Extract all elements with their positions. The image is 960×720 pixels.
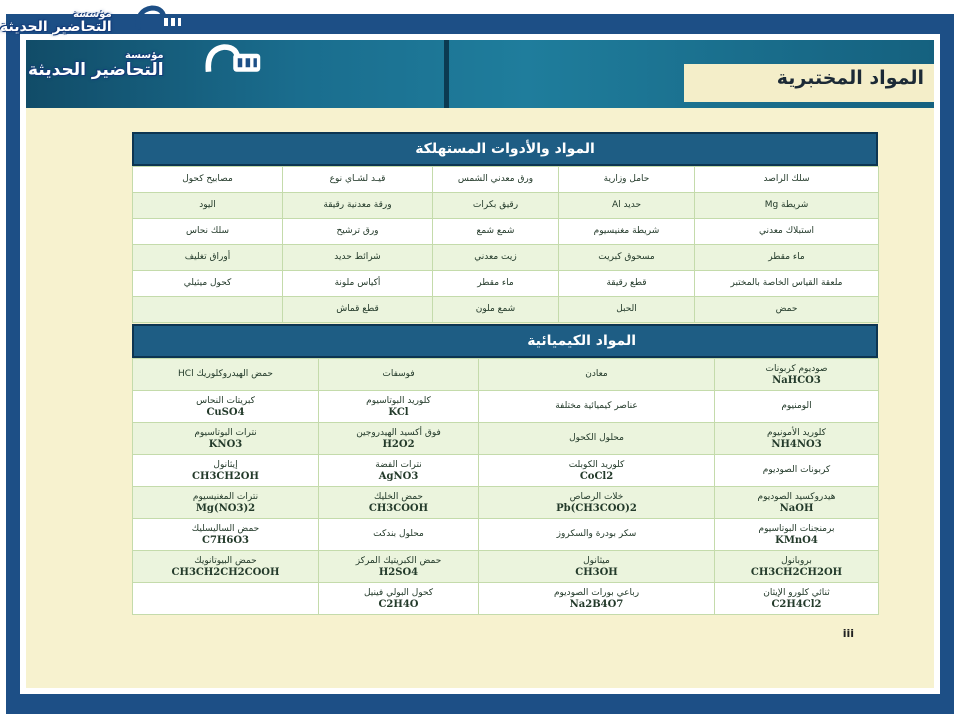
chemicals-cell	[715, 551, 879, 583]
chemical-name: كلوريد البوتاسيوم	[366, 395, 431, 406]
consumables-cell: مسحوق كبريت	[559, 245, 695, 271]
chemicals-cell	[479, 391, 715, 423]
consumables-cell: حامل وزارية	[559, 167, 695, 193]
chemicals-table	[132, 358, 879, 615]
chemical-formula: NaOH	[779, 502, 814, 514]
chemicals-row	[133, 455, 879, 487]
chemical-name: كربونات الصوديوم	[762, 465, 831, 475]
chemical-formula: H2O2	[382, 438, 415, 450]
chemical-name: معادن	[585, 369, 608, 379]
consumables-header: المواد والأدوات المستهلكة	[132, 132, 878, 166]
chemical-name: الومنيوم	[781, 401, 812, 411]
chemicals-cell	[479, 519, 715, 551]
chemicals-cell	[715, 519, 879, 551]
consumables-cell: سلك الراصد	[695, 167, 879, 193]
chemical-formula: NaHCO3	[772, 374, 821, 386]
chemical-name: نترات المغنيسيوم	[192, 491, 259, 502]
page-title: المواد المختبرية	[776, 67, 924, 89]
consumables-cell: ملعقة القياس الخاصة بالمختبر	[695, 271, 879, 297]
chemicals-cell	[133, 391, 319, 423]
chemical-formula: C2H4O	[378, 598, 419, 610]
chemicals-cell	[715, 423, 879, 455]
consumables-cell: ماء مقطر	[433, 271, 559, 297]
chemicals-cell	[479, 423, 715, 455]
consumables-cell: استبلاك معدني	[695, 219, 879, 245]
chemicals-row	[133, 391, 879, 423]
book-page	[26, 40, 934, 688]
chemicals-row	[133, 487, 879, 519]
chemicals-cell	[715, 487, 879, 519]
chemical-name: محلول الكحول	[569, 433, 624, 443]
outer-frame	[6, 14, 954, 714]
consumables-cell: شمع ملون	[433, 297, 559, 323]
consumables-cell: قطع قماش	[283, 297, 433, 323]
chemical-formula: Na2B4O7	[569, 598, 624, 610]
logo-prefix: مؤسسة	[125, 50, 164, 62]
chemicals-cell	[319, 487, 479, 519]
chemicals-cell	[133, 519, 319, 551]
chemical-formula: CH3CH2CH2COOH	[171, 566, 280, 578]
chemical-formula: CoCl2	[579, 470, 614, 482]
chemicals-cell	[133, 359, 319, 391]
chemical-name: نترات الفضة	[375, 459, 422, 470]
consumables-cell: سلك نحاس	[133, 219, 283, 245]
consumables-cell: ورق ترشيح	[283, 219, 433, 245]
chemicals-cell	[319, 423, 479, 455]
consumables-cell: اليود	[133, 193, 283, 219]
consumables-section	[132, 132, 878, 323]
chemical-name: كحول البولي فينيل	[363, 587, 434, 598]
consumables-row	[133, 193, 879, 219]
chemical-name: حمض الساليسليك	[191, 523, 260, 534]
chemicals-cell	[133, 551, 319, 583]
chemical-name: إيثانول	[213, 459, 238, 470]
logo-name: التحاضير الحديثة	[28, 60, 164, 81]
chemical-name: حمض البيوتانويك	[194, 555, 257, 566]
chemicals-row	[133, 551, 879, 583]
chemicals-cell	[319, 551, 479, 583]
page-number: iii	[842, 627, 854, 640]
consumables-cell: ورقة معدنية رقيقة	[283, 193, 433, 219]
consumables-cell: أوراق تغليف	[133, 245, 283, 271]
banner-divider	[444, 40, 449, 108]
chemicals-cell	[479, 583, 715, 615]
logo-tools-icon	[198, 38, 264, 92]
chemical-name: كلوريد الكوبلت	[568, 459, 625, 470]
banner-title-box	[684, 64, 934, 102]
consumables-cell: حديد Al	[559, 193, 695, 219]
chemical-formula: AgNO3	[378, 470, 419, 482]
chemicals-row	[133, 583, 879, 615]
consumables-row	[133, 245, 879, 271]
consumables-cell: أكياس ملونة	[283, 271, 433, 297]
consumables-cell	[133, 297, 283, 323]
chemical-formula: KNO3	[208, 438, 243, 450]
consumables-row	[133, 271, 879, 297]
logo-tools-icon	[130, 0, 186, 48]
chemicals-cell	[715, 583, 879, 615]
chemical-formula: CH3CH2CH2OH	[750, 566, 843, 578]
chemicals-cell	[133, 455, 319, 487]
chemicals-cell	[479, 487, 715, 519]
consumables-cell: شمع شمع	[433, 219, 559, 245]
chemical-name: صوديوم كربونات	[765, 363, 828, 374]
consumables-cell: ماء مقطر	[695, 245, 879, 271]
chemical-name: فوق أكسيد الهيدروجين	[356, 427, 441, 438]
consumables-cell: الحبل	[559, 297, 695, 323]
chemical-formula: CH3CH2OH	[192, 470, 259, 482]
chemical-formula: NH4NO3	[771, 438, 822, 450]
chemical-name: ثنائي كلورو الإيثان	[763, 587, 830, 598]
chemicals-cell	[319, 391, 479, 423]
consumables-table	[132, 166, 879, 323]
chemical-name: فوسفات	[382, 369, 415, 379]
chemical-name: عناصر كيميائية مختلفة	[555, 401, 638, 411]
logo-prefix: مؤسسة	[73, 8, 112, 20]
consumables-cell: ورق معدني الشمس	[433, 167, 559, 193]
chemical-name: حمض الهيدروكلوريك HCl	[178, 369, 273, 379]
chemicals-header: المواد الكيميائية	[132, 324, 878, 358]
chemicals-cell	[479, 551, 715, 583]
chemicals-row	[133, 423, 879, 455]
consumables-row	[133, 297, 879, 323]
chemical-name: خلات الرصاص	[569, 491, 624, 502]
chemical-name: محلول بندكت	[373, 529, 424, 539]
chemicals-cell	[319, 455, 479, 487]
consumables-cell: قيـد لشـاي نوع	[283, 167, 433, 193]
chemical-name: حمض الكبريتيك المركز	[355, 555, 442, 566]
consumables-cell: رقيق بكرات	[433, 193, 559, 219]
chemical-name: ميثانول	[583, 555, 610, 566]
chemical-name: رباعي بورات الصوديوم	[553, 587, 640, 598]
consumables-cell: زيت معدني	[433, 245, 559, 271]
inner-frame	[20, 34, 940, 694]
chemicals-row	[133, 359, 879, 391]
consumables-cell: مصابيح كحول	[133, 167, 283, 193]
chemicals-cell	[319, 583, 479, 615]
consumables-cell: حمض	[695, 297, 879, 323]
chemical-formula: CH3OH	[575, 566, 618, 578]
chemicals-cell	[133, 423, 319, 455]
chemical-formula: C7H6O3	[202, 534, 249, 546]
chemicals-row	[133, 519, 879, 551]
chemical-formula: CH3COOH	[368, 502, 429, 514]
chemicals-cell	[479, 455, 715, 487]
consumables-row	[133, 167, 879, 193]
consumables-cell: شريطة Mg	[695, 193, 879, 219]
chemicals-cell	[133, 583, 319, 615]
chemical-name: كلوريد الأمونيوم	[767, 427, 826, 438]
consumables-cell: كحول ميثيلي	[133, 271, 283, 297]
chemicals-cell	[133, 487, 319, 519]
chemical-name: كبريتات النحاس	[196, 395, 255, 406]
chemical-formula: CuSO4	[206, 406, 245, 418]
chemicals-cell	[715, 455, 879, 487]
chemical-name: سكر بودرة والسكروز	[556, 529, 637, 539]
chemical-formula: Pb(CH3COO)2	[556, 502, 637, 514]
chemical-name: بروبانول	[781, 555, 812, 566]
chemicals-cell	[319, 519, 479, 551]
logo-name: التحاضير الحديثة	[0, 18, 112, 35]
chemical-formula: C2H4Cl2	[771, 598, 822, 610]
chemical-formula: Mg(NO3)2	[195, 502, 256, 514]
chemical-formula: H2SO4	[378, 566, 419, 578]
chemical-name: برمنجنات البوتاسيوم	[758, 523, 835, 534]
chemical-name: هيدروكسيد الصوديوم	[757, 491, 836, 502]
chemicals-cell	[715, 391, 879, 423]
consumables-cell: شريطة مغنيسيوم	[559, 219, 695, 245]
chemicals-cell	[319, 359, 479, 391]
chemical-formula: KCl	[388, 406, 409, 418]
chemicals-cell	[715, 359, 879, 391]
chemical-name: نترات البوتاسيوم	[194, 427, 257, 438]
consumables-cell: شرائط حديد	[283, 245, 433, 271]
consumables-cell: قطع رقيقة	[559, 271, 695, 297]
chemicals-cell	[479, 359, 715, 391]
chemical-name: حمض الخليك	[374, 491, 423, 502]
chemicals-section	[132, 324, 878, 615]
consumables-row	[133, 219, 879, 245]
chemical-formula: KMnO4	[775, 534, 818, 546]
